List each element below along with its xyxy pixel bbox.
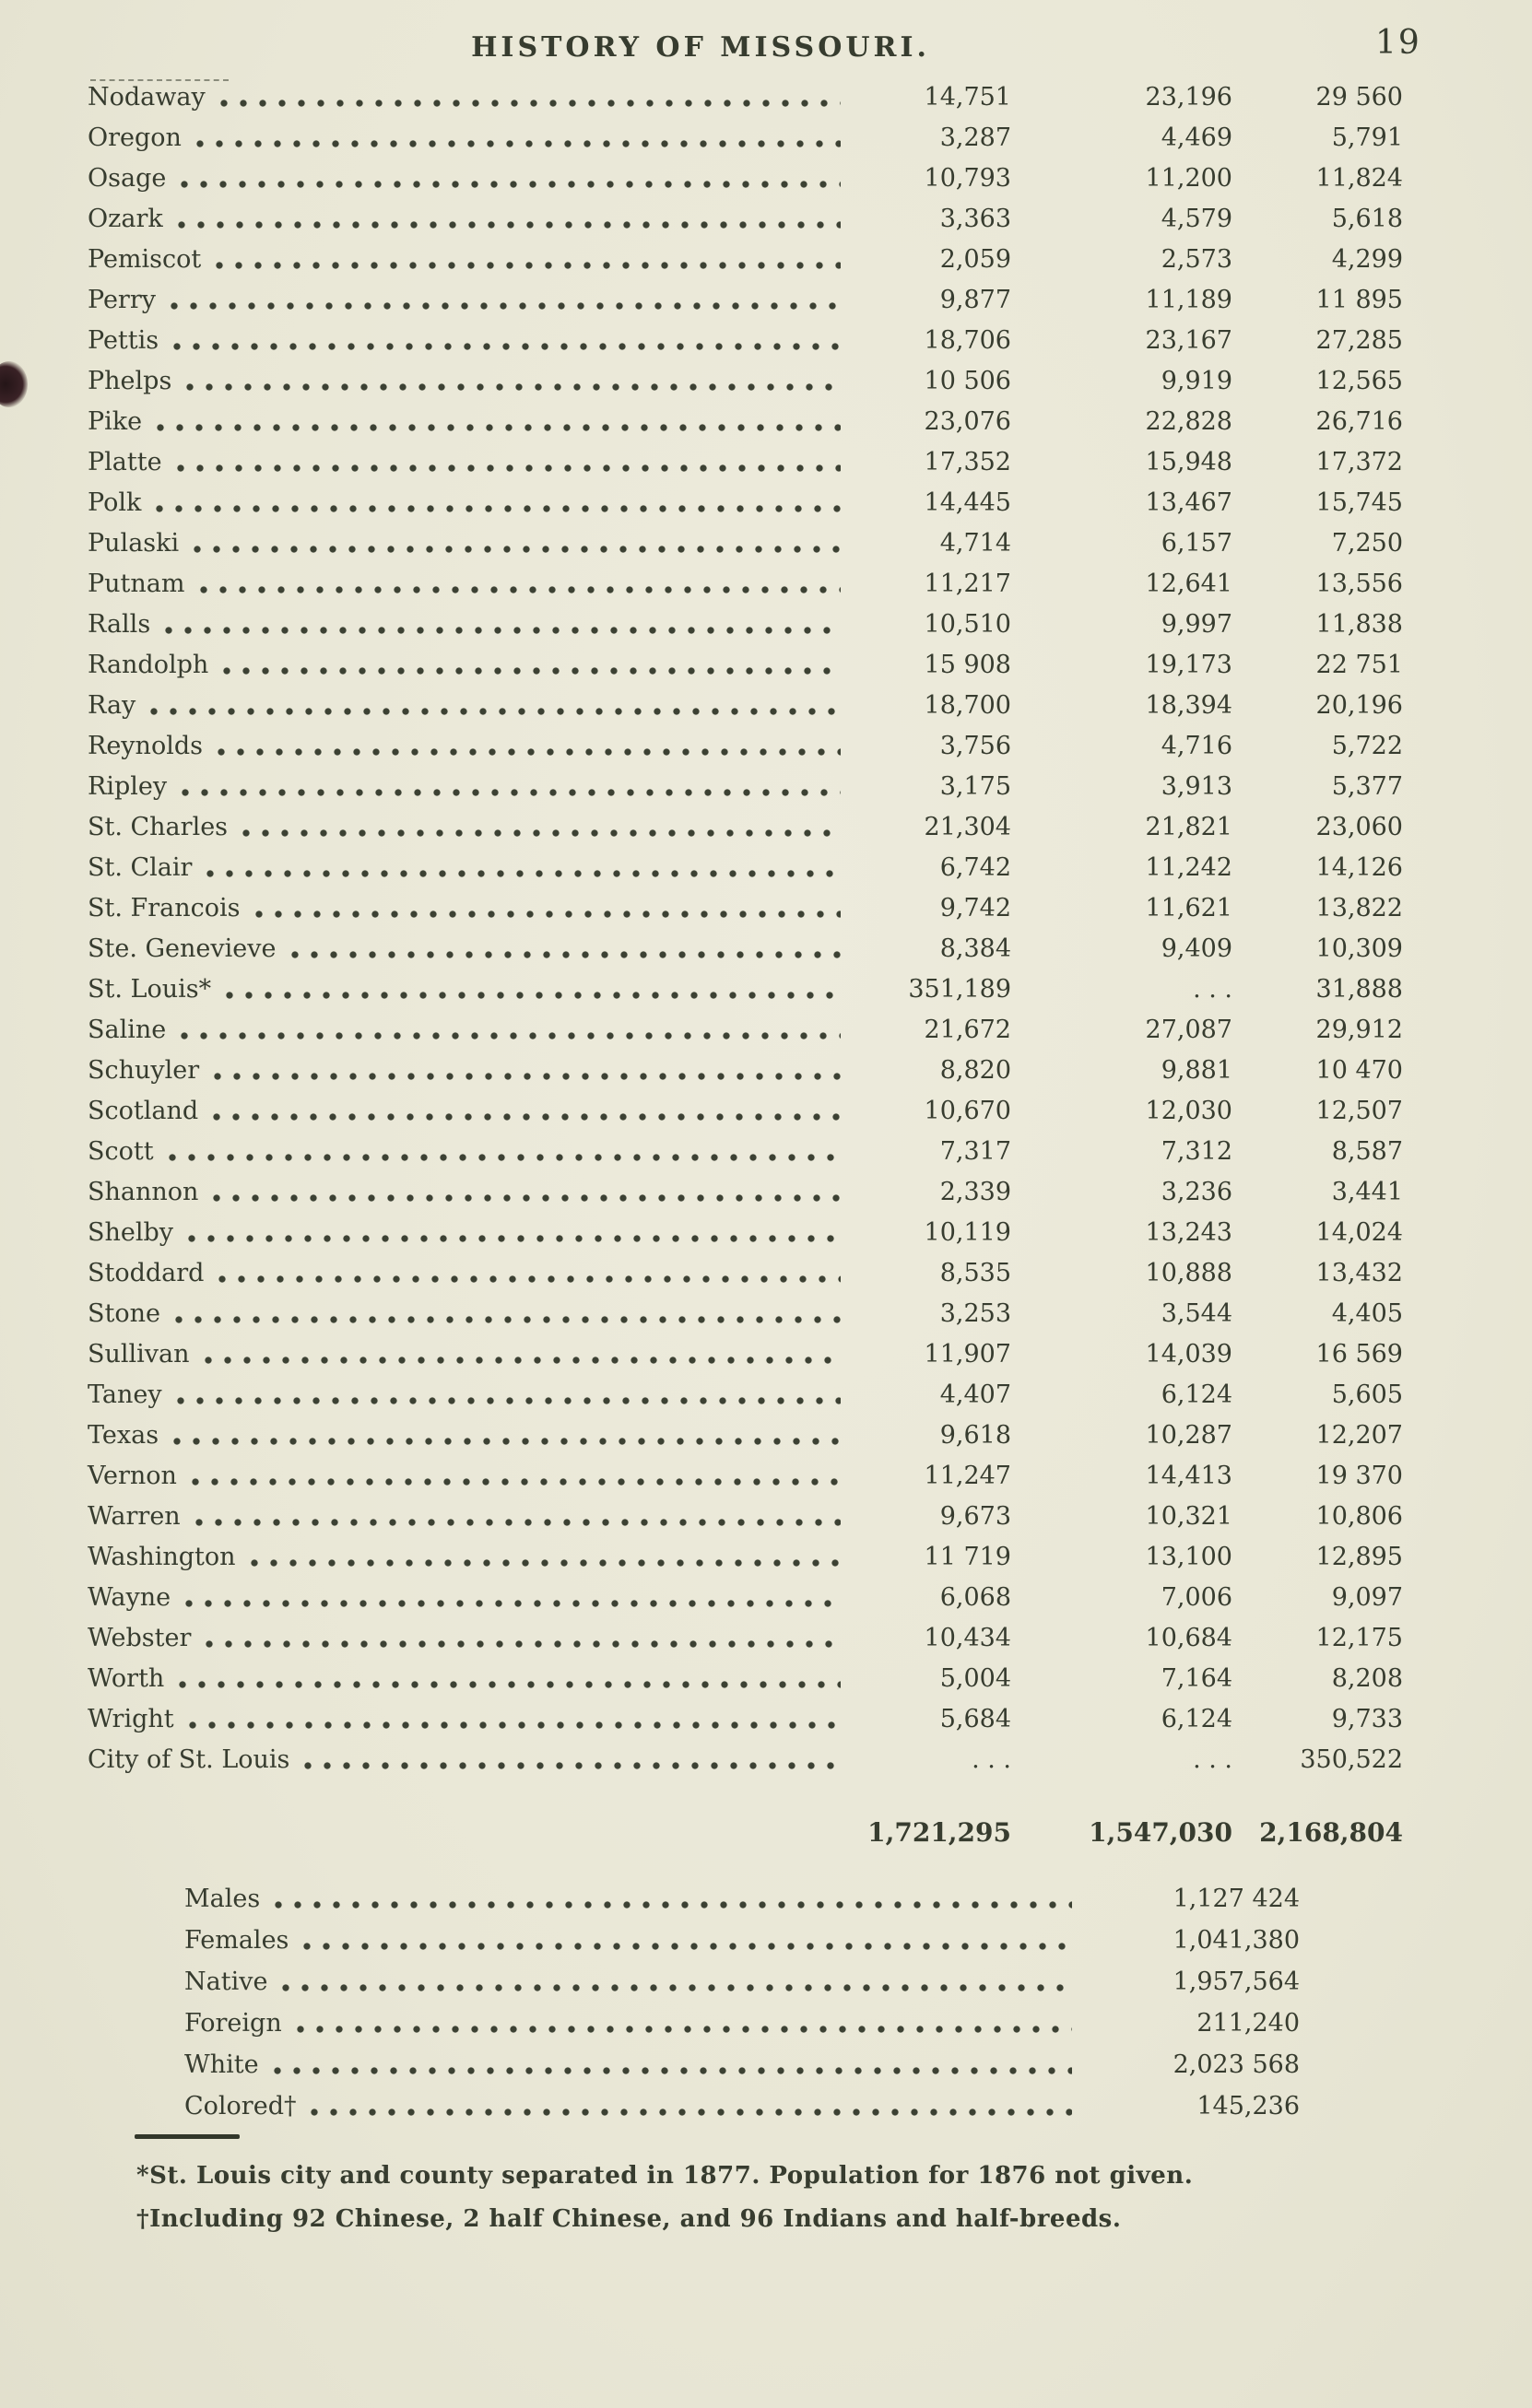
dot-leader (170, 1415, 841, 1456)
demographic-row (184, 1878, 1300, 1920)
dot-leader (153, 402, 841, 442)
dot-leader (219, 645, 841, 686)
page-number: 19 (1375, 24, 1421, 62)
value-col3: 3,441 (1331, 1178, 1403, 1206)
value-col2: 4,469 (1161, 123, 1232, 152)
value-col3: 5,377 (1331, 772, 1403, 801)
demographic-value: 145,236 (1196, 2092, 1300, 2120)
value-col2: 10,321 (1145, 1502, 1232, 1531)
table-row (88, 1537, 1403, 1578)
value-col3: 11,824 (1315, 164, 1403, 193)
value-col2: 2,573 (1161, 245, 1232, 274)
dot-leader (202, 1618, 841, 1659)
value-col2: 11,242 (1145, 853, 1232, 882)
county-name: St. Francois (88, 894, 241, 922)
table-row (88, 240, 1403, 280)
dot-leader (217, 77, 841, 118)
table-row (88, 321, 1403, 361)
county-name: Wright (88, 1705, 174, 1733)
county-name: Osage (88, 164, 167, 193)
value-col3: 5,618 (1331, 205, 1403, 233)
table-row (88, 361, 1403, 402)
value-col2: 6,124 (1161, 1380, 1232, 1409)
value-col1: 21,672 (924, 1016, 1011, 1044)
dot-leader (270, 2044, 1072, 2085)
value-col1: 2,339 (939, 1178, 1011, 1206)
total-col3: 2,168,804 (1259, 1817, 1403, 1848)
table-row (88, 77, 1403, 118)
value-col2: 3,913 (1161, 772, 1232, 801)
value-col1: 21,304 (924, 813, 1011, 841)
value-col2: 14,039 (1145, 1340, 1232, 1368)
dot-leader (167, 280, 841, 321)
county-name: Oregon (88, 123, 182, 152)
value-col2: 7,006 (1161, 1583, 1232, 1612)
county-name: Warren (88, 1502, 181, 1531)
table-row (88, 807, 1403, 848)
value-col3: 14,024 (1315, 1218, 1403, 1247)
value-col1: 3,287 (939, 123, 1011, 152)
county-name: Webster (88, 1624, 192, 1652)
county-population-table (88, 77, 1403, 1780)
table-row (88, 726, 1403, 767)
dot-leader (178, 767, 841, 807)
value-col3: 17,372 (1315, 448, 1403, 476)
value-col1: 9,618 (939, 1421, 1011, 1450)
table-row (88, 645, 1403, 686)
table-row (88, 1497, 1403, 1537)
demographic-label: White (184, 2050, 259, 2079)
value-col1: . . . (972, 1745, 1011, 1774)
value-col2: 11,189 (1145, 286, 1232, 314)
table-row (88, 605, 1403, 645)
value-col1: 15 908 (924, 651, 1011, 679)
table-row (88, 159, 1403, 199)
dot-leader (171, 1294, 841, 1334)
value-col3: 5,605 (1331, 1380, 1403, 1409)
county-name: Scotland (88, 1097, 199, 1125)
value-col1: 23,076 (924, 407, 1011, 436)
demographic-row (184, 1920, 1300, 1961)
table-row (88, 1294, 1403, 1334)
dot-leader (300, 1920, 1072, 1961)
value-col1: 11,247 (924, 1462, 1011, 1490)
value-col2: 10,684 (1145, 1624, 1232, 1652)
value-col2: 9,881 (1161, 1056, 1232, 1085)
dot-leader (152, 483, 841, 523)
demographics-list (184, 1878, 1300, 2127)
value-col1: 351,189 (908, 975, 1011, 1004)
county-name: Stoddard (88, 1259, 205, 1287)
value-col3: 13,822 (1315, 894, 1403, 922)
value-col1: 9,742 (939, 894, 1011, 922)
table-row (88, 929, 1403, 969)
value-col1: 10 506 (924, 367, 1011, 395)
table-row (88, 1415, 1403, 1456)
demographic-value: 1,127 424 (1173, 1885, 1300, 1913)
demographic-row (184, 2003, 1300, 2044)
value-col2: 13,243 (1145, 1218, 1232, 1247)
value-col3: 10 470 (1315, 1056, 1403, 1085)
value-col3: 9,097 (1331, 1583, 1403, 1612)
table-row (88, 1456, 1403, 1497)
value-col1: 11 719 (924, 1543, 1011, 1571)
value-col1: 18,700 (924, 691, 1011, 720)
value-col3: 14,126 (1315, 853, 1403, 882)
table-row (88, 523, 1403, 564)
table-row (88, 1253, 1403, 1294)
table-row (88, 1132, 1403, 1172)
value-col2: 27,087 (1145, 1016, 1232, 1044)
value-col3: 29 560 (1315, 83, 1403, 112)
dot-leader (190, 523, 841, 564)
value-col1: 11,217 (924, 570, 1011, 598)
value-col1: 18,706 (924, 326, 1011, 355)
dot-leader (252, 888, 841, 929)
county-name: Perry (88, 286, 156, 314)
dot-leader (293, 2003, 1072, 2044)
value-col1: 3,175 (939, 772, 1011, 801)
dot-leader (174, 199, 841, 240)
demographic-label: Colored† (184, 2092, 297, 2120)
value-col3: 8,208 (1331, 1664, 1403, 1693)
table-row (88, 1091, 1403, 1132)
value-col2: 6,157 (1161, 529, 1232, 558)
table-row (88, 1213, 1403, 1253)
county-name: Platte (88, 448, 162, 476)
total-col2: 1,547,030 (1089, 1817, 1232, 1848)
value-col2: 15,948 (1145, 448, 1232, 476)
dot-leader (193, 118, 841, 159)
table-row (88, 1699, 1403, 1740)
dot-leader (203, 848, 841, 888)
dot-leader (177, 159, 841, 199)
county-name: Ralls (88, 610, 151, 639)
value-col2: 23,167 (1145, 326, 1232, 355)
value-col2: 7,312 (1161, 1137, 1232, 1166)
value-col3: 12,895 (1315, 1543, 1403, 1571)
value-col2: 14,413 (1145, 1462, 1232, 1490)
dot-leader (247, 1537, 841, 1578)
demographic-row (184, 2085, 1300, 2127)
table-row (88, 1740, 1403, 1780)
dot-leader (222, 969, 841, 1010)
county-name: Vernon (88, 1462, 177, 1490)
value-col3: 13,556 (1315, 570, 1403, 598)
dot-leader (301, 1740, 841, 1780)
value-col1: 3,363 (939, 205, 1011, 233)
value-col1: 8,384 (939, 934, 1011, 963)
total-col1: 1,721,295 (867, 1817, 1011, 1848)
county-name: Scott (88, 1137, 154, 1166)
dot-leader (183, 361, 841, 402)
county-name: Shelby (88, 1218, 174, 1247)
value-col1: 17,352 (924, 448, 1011, 476)
table-row (88, 1334, 1403, 1375)
value-col1: 14,445 (924, 488, 1011, 517)
dot-leader (175, 1659, 841, 1699)
value-col3: 5,722 (1331, 732, 1403, 760)
dot-leader (210, 1051, 841, 1091)
value-col1: 9,673 (939, 1502, 1011, 1531)
county-name: Phelps (88, 367, 172, 395)
county-name: Polk (88, 488, 142, 517)
table-row (88, 1172, 1403, 1213)
table-row (88, 402, 1403, 442)
value-col3: 12,175 (1315, 1624, 1403, 1652)
value-col1: 10,670 (924, 1097, 1011, 1125)
county-name: Taney (88, 1380, 162, 1409)
value-col1: 5,004 (939, 1664, 1011, 1693)
value-col3: 11,838 (1315, 610, 1403, 639)
county-name: Sullivan (88, 1340, 190, 1368)
dot-leader (173, 1375, 841, 1415)
table-row (88, 1578, 1403, 1618)
value-col1: 3,253 (939, 1299, 1011, 1328)
table-row (88, 767, 1403, 807)
demographic-label: Native (184, 1968, 268, 1996)
dot-leader (185, 1699, 841, 1740)
demographic-label: Foreign (184, 2009, 282, 2038)
value-col3: 11 895 (1315, 286, 1403, 314)
table-row (88, 1618, 1403, 1659)
demographic-row (184, 2044, 1300, 2085)
demographic-value: 211,240 (1196, 2009, 1300, 2038)
value-col3: 4,405 (1331, 1299, 1403, 1328)
county-name: Nodaway (88, 83, 206, 112)
dot-leader (214, 726, 841, 767)
county-name: Schuyler (88, 1056, 200, 1085)
county-name: St. Charles (88, 813, 229, 841)
table-row (88, 1051, 1403, 1091)
value-col2: . . . (1193, 1745, 1232, 1774)
table-row (88, 483, 1403, 523)
value-col2: 10,287 (1145, 1421, 1232, 1450)
demographic-value: 1,041,380 (1173, 1926, 1300, 1955)
value-col3: 12,507 (1315, 1097, 1403, 1125)
dot-leader (278, 1961, 1072, 2003)
value-col2: 11,200 (1145, 164, 1232, 193)
value-col3: 350,522 (1300, 1745, 1403, 1774)
value-col3: 4,299 (1331, 245, 1403, 274)
value-col2: 13,467 (1145, 488, 1232, 517)
dot-leader (177, 1010, 841, 1051)
value-col3: 23,060 (1315, 813, 1403, 841)
county-name: Reynolds (88, 732, 203, 760)
footnote-colored: †Including 92 Chinese, 2 half Chinese, and 96 Indians and half-breeds. (136, 2205, 1122, 2233)
dot-leader (161, 605, 841, 645)
county-name: Randolph (88, 651, 209, 679)
table-row (88, 280, 1403, 321)
value-col3: 31,888 (1315, 975, 1403, 1004)
dot-leader (239, 807, 841, 848)
dot-leader (188, 1456, 841, 1497)
table-row (88, 199, 1403, 240)
dot-leader (182, 1578, 841, 1618)
dot-leader (209, 1091, 841, 1132)
county-name: Worth (88, 1664, 165, 1693)
page-title: HISTORY OF MISSOURI. (471, 31, 930, 64)
value-col1: 10,119 (924, 1218, 1011, 1247)
county-name: Pemiscot (88, 245, 202, 274)
value-col3: 9,733 (1331, 1705, 1403, 1733)
value-col1: 8,535 (939, 1259, 1011, 1287)
demographic-label: Females (184, 1926, 289, 1955)
dot-leader (196, 564, 842, 605)
value-col1: 6,068 (939, 1583, 1011, 1612)
dot-leader (147, 686, 841, 726)
ink-blot (0, 361, 28, 407)
value-col2: 9,997 (1161, 610, 1232, 639)
value-col2: 9,919 (1161, 367, 1232, 395)
value-col2: 12,030 (1145, 1097, 1232, 1125)
county-name: St. Clair (88, 853, 193, 882)
value-col1: 2,059 (939, 245, 1011, 274)
table-row (88, 118, 1403, 159)
value-col1: 4,407 (939, 1380, 1011, 1409)
table-row (88, 564, 1403, 605)
value-col3: 26,716 (1315, 407, 1403, 436)
value-col3: 29,912 (1315, 1016, 1403, 1044)
dot-leader (271, 1878, 1072, 1920)
value-col2: 21,821 (1145, 813, 1232, 841)
dot-leader (170, 321, 841, 361)
value-col1: 14,751 (924, 83, 1011, 112)
value-col3: 12,207 (1315, 1421, 1403, 1450)
value-col1: 8,820 (939, 1056, 1011, 1085)
county-name: St. Louis* (88, 975, 212, 1004)
value-col1: 3,756 (939, 732, 1011, 760)
value-col2: 9,409 (1161, 934, 1232, 963)
county-name: Ozark (88, 205, 163, 233)
value-col1: 10,434 (924, 1624, 1011, 1652)
table-row (88, 848, 1403, 888)
value-col3: 5,791 (1331, 123, 1403, 152)
dot-leader (201, 1334, 841, 1375)
totals-spacer (88, 1817, 850, 1848)
footnotes (136, 2155, 1335, 2241)
value-col1: 10,793 (924, 164, 1011, 193)
table-row (88, 1659, 1403, 1699)
value-col1: 10,510 (924, 610, 1011, 639)
dot-leader (184, 1213, 841, 1253)
value-col3: 27,285 (1315, 326, 1403, 355)
dot-leader (288, 929, 841, 969)
value-col3: 10,806 (1315, 1502, 1403, 1531)
table-row (88, 1010, 1403, 1051)
value-col3: 15,745 (1315, 488, 1403, 517)
value-col3: 19 370 (1315, 1462, 1403, 1490)
demographic-label: Males (184, 1885, 261, 1913)
value-col2: 23,196 (1145, 83, 1232, 112)
demographic-value: 1,957,564 (1173, 1968, 1300, 1996)
value-col3: 22 751 (1315, 651, 1403, 679)
dot-leader (212, 240, 841, 280)
county-name: Pike (88, 407, 143, 436)
dot-leader (307, 2085, 1072, 2127)
value-col1: 9,877 (939, 286, 1011, 314)
footnote-st-louis: *St. Louis city and county separated in 1877. Population for 1876 not given. (136, 2162, 1194, 2190)
value-col3: 8,587 (1331, 1137, 1403, 1166)
value-col2: 22,828 (1145, 407, 1232, 436)
value-col1: 11,907 (924, 1340, 1011, 1368)
table-row (88, 442, 1403, 483)
county-name: Ripley (88, 772, 168, 801)
value-col3: 10,309 (1315, 934, 1403, 963)
dot-leader (173, 442, 841, 483)
county-name: Saline (88, 1016, 167, 1044)
value-col2: 7,164 (1161, 1664, 1232, 1693)
value-col2: 13,100 (1145, 1543, 1232, 1571)
value-col3: 12,565 (1315, 367, 1403, 395)
county-name: City of St. Louis (88, 1745, 290, 1774)
county-name: Ray (88, 691, 136, 720)
value-col2: 19,173 (1145, 651, 1232, 679)
dot-leader (209, 1172, 841, 1213)
value-col3: 7,250 (1331, 529, 1403, 558)
value-col2: 3,236 (1161, 1178, 1232, 1206)
table-row (88, 888, 1403, 929)
value-col1: 5,684 (939, 1705, 1011, 1733)
value-col3: 20,196 (1315, 691, 1403, 720)
county-name: Pulaski (88, 529, 180, 558)
county-name: Texas (88, 1421, 159, 1450)
county-name: Stone (88, 1299, 160, 1328)
value-col1: 6,742 (939, 853, 1011, 882)
county-name: Shannon (88, 1178, 199, 1206)
value-col2: 4,579 (1161, 205, 1232, 233)
demographic-row (184, 1961, 1300, 2003)
value-col2: 12,641 (1145, 570, 1232, 598)
table-row (88, 686, 1403, 726)
value-col3: 13,432 (1315, 1259, 1403, 1287)
table-row (88, 1375, 1403, 1415)
dot-leader (165, 1132, 841, 1172)
value-col2: 6,124 (1161, 1705, 1232, 1733)
table-row (88, 969, 1403, 1010)
value-col2: 4,716 (1161, 732, 1232, 760)
totals-row (88, 1817, 1403, 1848)
county-name: Ste. Genevieve (88, 934, 277, 963)
value-col3: 16 569 (1315, 1340, 1403, 1368)
value-col2: 18,394 (1145, 691, 1232, 720)
value-col1: 7,317 (939, 1137, 1011, 1166)
county-name: Washington (88, 1543, 236, 1571)
value-col2: 10,888 (1145, 1259, 1232, 1287)
value-col2: 3,544 (1161, 1299, 1232, 1328)
dot-leader (192, 1497, 841, 1537)
demographic-value: 2,023 568 (1173, 2050, 1300, 2079)
county-name: Pettis (88, 326, 159, 355)
footnote-rule (135, 2134, 240, 2139)
county-name: Putnam (88, 570, 185, 598)
value-col1: 4,714 (939, 529, 1011, 558)
value-col2: 11,621 (1145, 894, 1232, 922)
county-name: Wayne (88, 1583, 171, 1612)
value-col2: . . . (1193, 975, 1232, 1004)
dot-leader (215, 1253, 841, 1294)
